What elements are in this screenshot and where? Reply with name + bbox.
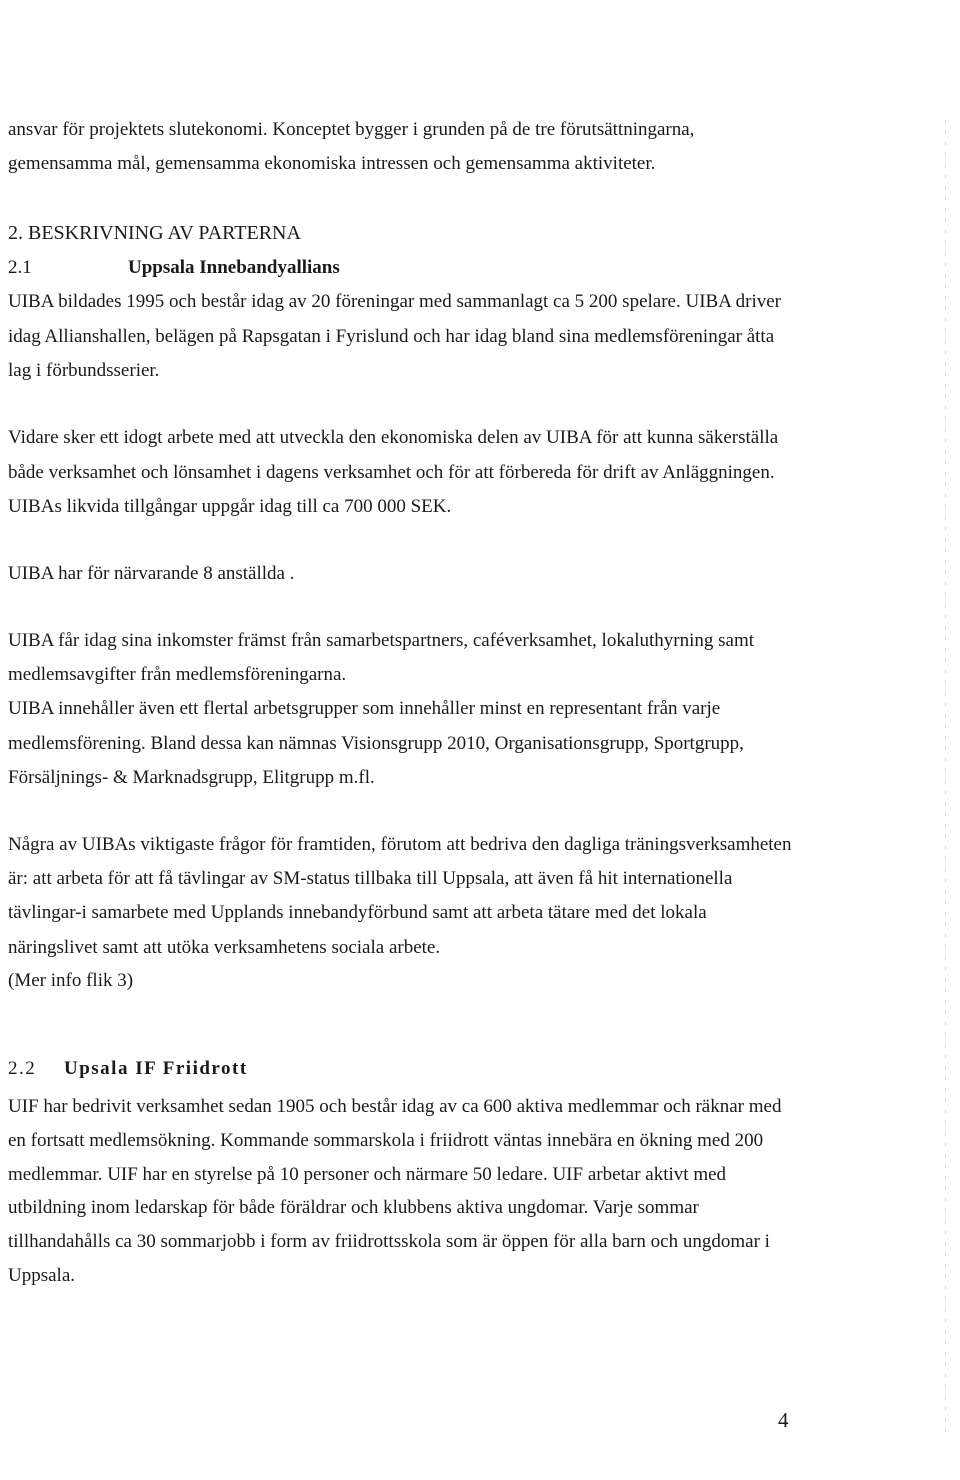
section-2-2-title: Upsala IF Friidrott <box>64 1058 248 1079</box>
uif-line-3: medlemmar. UIF har en styrelse på 10 personer och närmare 50 ledare. UIF arbetar aktivt med <box>8 1164 727 1185</box>
uiba-p4-line-3: UIBA innehåller även ett flertal arbetsgrupper som innehåller minst en representant från varje <box>8 698 721 719</box>
uiba-p5-line-2: är: att arbeta för att få tävlingar av SM-status tillbaka till Uppsala, att även få hit internationella <box>8 868 733 889</box>
uiba-p5-line-4: näringslivet samt att utöka verksamhetens sociala arbete. <box>8 937 441 958</box>
section-2-1-number: 2.1 <box>8 257 32 278</box>
uif-line-5: tillhandahålls ca 30 sommarjobb i form av friidrottsskola som är öppen för alla barn och ungdomar i <box>8 1231 770 1252</box>
uiba-p4-line-2: medlemsavgifter från medlemsföreningarna. <box>8 664 347 685</box>
uiba-p1-line-1: UIBA bildades 1995 och består idag av 20 föreningar med sammanlagt ca 5 200 spelare. UIBA driver <box>8 291 781 312</box>
uiba-p3: UIBA har för närvarande 8 anställda . <box>8 563 295 584</box>
uiba-p1-line-2: idag Allianshallen, belägen på Rapsgatan i Fyrislund och har idag bland sina medlemsföreningar åtta <box>8 326 775 347</box>
uif-line-2: en fortsatt medlemsökning. Kommande sommarskola i friidrott väntas innebära en ökning med 200 <box>8 1130 764 1151</box>
uif-line-6: Uppsala. <box>8 1265 76 1286</box>
uiba-p4-line-5: Försäljnings- & Marknadsgrupp, Elitgrupp m.fl. <box>8 767 375 788</box>
intro-line-2: gemensamma mål, gemensamma ekonomiska intressen och gemensamma aktiviteter. <box>8 153 656 174</box>
uiba-p4-line-4: medlemsförening. Bland dessa kan nämnas Visionsgrupp 2010, Organisationsgrupp, Sportgrupp, <box>8 733 744 754</box>
uiba-p5-line-1: Några av UIBAs viktigaste frågor för framtiden, förutom att bedriva den dagliga träningsverksamheten <box>8 834 792 855</box>
uiba-p2-line-3: UIBAs likvida tillgångar uppgår idag till ca 700 000 SEK. <box>8 496 452 517</box>
page-number: 4 <box>778 1408 789 1432</box>
section-2-2-number: 2.2 <box>8 1058 37 1079</box>
uif-line-1: UIF har bedrivit verksamhet sedan 1905 och består idag av ca 600 aktiva medlemmar och räknar med <box>8 1096 782 1117</box>
uif-line-4: utbildning inom ledarskap för både föräldrar och klubbens aktiva ungdomar. Varje sommar <box>8 1197 699 1218</box>
uiba-p2-line-2: både verksamhet och lönsamhet i dagens verksamhet och för att förbereda för drift av Anläggningen. <box>8 462 775 483</box>
scan-edge-mark <box>945 120 946 1440</box>
section-2-heading: 2. BESKRIVNING AV PARTERNA <box>8 222 301 244</box>
section-2-1-title: Uppsala Innebandyallians <box>128 257 340 278</box>
uiba-p4-line-1: UIBA får idag sina inkomster främst från samarbetspartners, caféverksamhet, lokaluthyrning samt <box>8 630 755 651</box>
uiba-p5-line-3: tävlingar-i samarbete med Upplands innebandyförbund samt att arbeta tätare med det lokala <box>8 902 707 923</box>
intro-line-1: ansvar för projektets slutekonomi. Konceptet bygger i grunden på de tre förutsättningarna, <box>8 119 695 140</box>
uiba-p5-line-5: (Mer info flik 3) <box>8 970 134 991</box>
uiba-p2-line-1: Vidare sker ett idogt arbete med att utveckla den ekonomiska delen av UIBA för att kunna säkerställa <box>8 427 779 448</box>
uiba-p1-line-3: lag i förbundsserier. <box>8 360 160 381</box>
